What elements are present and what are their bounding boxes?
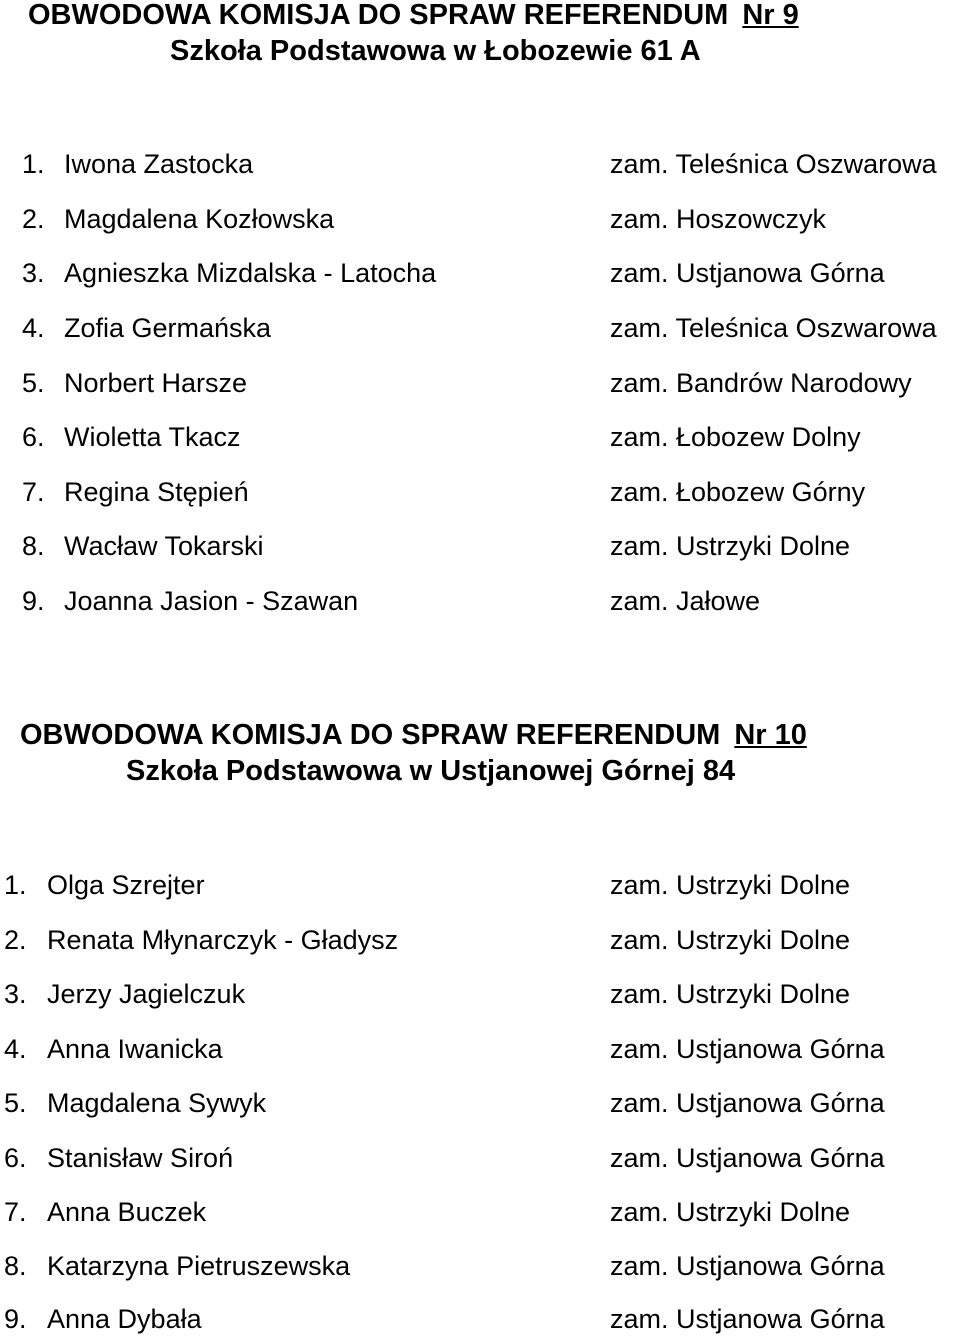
member-number: 5. xyxy=(22,368,45,398)
member-name: Stanisław Siroń xyxy=(47,1143,234,1173)
member-address: zam. Hoszowczyk xyxy=(610,204,827,234)
section-1-subtitle: Szkoła Podstawowa w Łobozewie 61 A xyxy=(170,35,701,67)
section-2-title: OBWODOWA KOMISJA DO SPRAW REFERENDUM xyxy=(20,719,721,751)
list-item xyxy=(0,1029,960,1069)
member-number: 8. xyxy=(22,531,45,561)
member-address: zam. Jałowe xyxy=(610,586,761,616)
list-item xyxy=(0,308,960,348)
member-number: 7. xyxy=(22,477,45,507)
list-item xyxy=(0,581,960,621)
list-item xyxy=(0,1138,960,1178)
member-name: Olga Szrejter xyxy=(47,870,205,900)
list-item xyxy=(0,1083,960,1123)
member-address: zam. Teleśnica Oszwarowa xyxy=(610,149,937,179)
section-2-subtitle: Szkoła Podstawowa w Ustjanowej Górnej 84 xyxy=(126,755,736,787)
member-address: zam. Ustjanowa Górna xyxy=(610,1088,885,1118)
list-item xyxy=(0,199,960,239)
member-number: 9. xyxy=(4,1304,27,1334)
member-number: 4. xyxy=(22,313,45,343)
member-address: zam. Ustrzyki Dolne xyxy=(610,531,851,561)
member-address: zam. Ustrzyki Dolne xyxy=(610,979,851,1009)
member-name: Zofia Germańska xyxy=(64,313,272,343)
list-item xyxy=(0,865,960,905)
member-number: 5. xyxy=(4,1088,27,1118)
member-address: zam. Ustjanowa Górna xyxy=(610,258,885,288)
member-address: zam. Bandrów Narodowy xyxy=(610,368,912,398)
member-number: 2. xyxy=(4,925,27,955)
list-item xyxy=(0,526,960,566)
member-address: zam. Ustrzyki Dolne xyxy=(610,870,851,900)
list-item xyxy=(0,1246,960,1286)
list-item xyxy=(0,253,960,293)
member-address: zam. Łobozew Dolny xyxy=(610,422,861,452)
member-number: 4. xyxy=(4,1034,27,1064)
member-number: 2. xyxy=(22,204,45,234)
member-name: Anna Dybała xyxy=(47,1304,202,1334)
list-item xyxy=(0,363,960,403)
list-item xyxy=(0,417,960,457)
section-1-number: Nr 9 xyxy=(742,0,799,31)
member-address: zam. Teleśnica Oszwarowa xyxy=(610,313,937,343)
member-name: Anna Buczek xyxy=(47,1197,207,1227)
member-address: zam. Ustrzyki Dolne xyxy=(610,1197,851,1227)
member-address: zam. Ustrzyki Dolne xyxy=(610,925,851,955)
member-number: 3. xyxy=(4,979,27,1009)
section-2-title-line xyxy=(0,717,960,753)
list-item xyxy=(0,920,960,960)
member-number: 6. xyxy=(4,1143,27,1173)
member-number: 7. xyxy=(4,1197,27,1227)
member-name: Renata Młynarczyk - Gładysz xyxy=(47,925,399,955)
member-name: Magdalena Kozłowska xyxy=(64,204,335,234)
section-1-title: OBWODOWA KOMISJA DO SPRAW REFERENDUM xyxy=(28,0,729,31)
member-address: zam. Ustjanowa Górna xyxy=(610,1304,885,1334)
member-name: Jerzy Jagielczuk xyxy=(47,979,246,1009)
member-name: Katarzyna Pietruszewska xyxy=(47,1251,351,1281)
list-item xyxy=(0,1192,960,1232)
member-number: 3. xyxy=(22,258,45,288)
section-2-heading xyxy=(0,717,960,789)
member-address: zam. Łobozew Górny xyxy=(610,477,866,507)
member-number: 8. xyxy=(4,1251,27,1281)
member-name: Agnieszka Mizdalska - Latocha xyxy=(64,258,437,288)
list-item xyxy=(0,974,960,1014)
member-number: 1. xyxy=(4,870,27,900)
member-name: Magdalena Sywyk xyxy=(47,1088,267,1118)
member-name: Norbert Harsze xyxy=(64,368,248,398)
member-number: 6. xyxy=(22,422,45,452)
list-item xyxy=(0,472,960,512)
section-1-title-line xyxy=(0,0,960,33)
member-address: zam. Ustjanowa Górna xyxy=(610,1034,885,1064)
member-name: Joanna Jasion - Szawan xyxy=(64,586,359,616)
list-item xyxy=(0,1299,960,1339)
member-name: Wioletta Tkacz xyxy=(64,422,241,452)
member-name: Anna Iwanicka xyxy=(47,1034,223,1064)
member-name: Regina Stępień xyxy=(64,477,249,507)
member-address: zam. Ustjanowa Górna xyxy=(610,1143,885,1173)
member-name: Iwona Zastocka xyxy=(64,149,254,179)
section-1-heading xyxy=(0,0,960,69)
list-item xyxy=(0,144,960,184)
member-number: 1. xyxy=(22,149,45,179)
member-address: zam. Ustjanowa Górna xyxy=(610,1251,885,1281)
member-number: 9. xyxy=(22,586,45,616)
member-name: Wacław Tokarski xyxy=(64,531,264,561)
section-2-number: Nr 10 xyxy=(734,719,807,751)
